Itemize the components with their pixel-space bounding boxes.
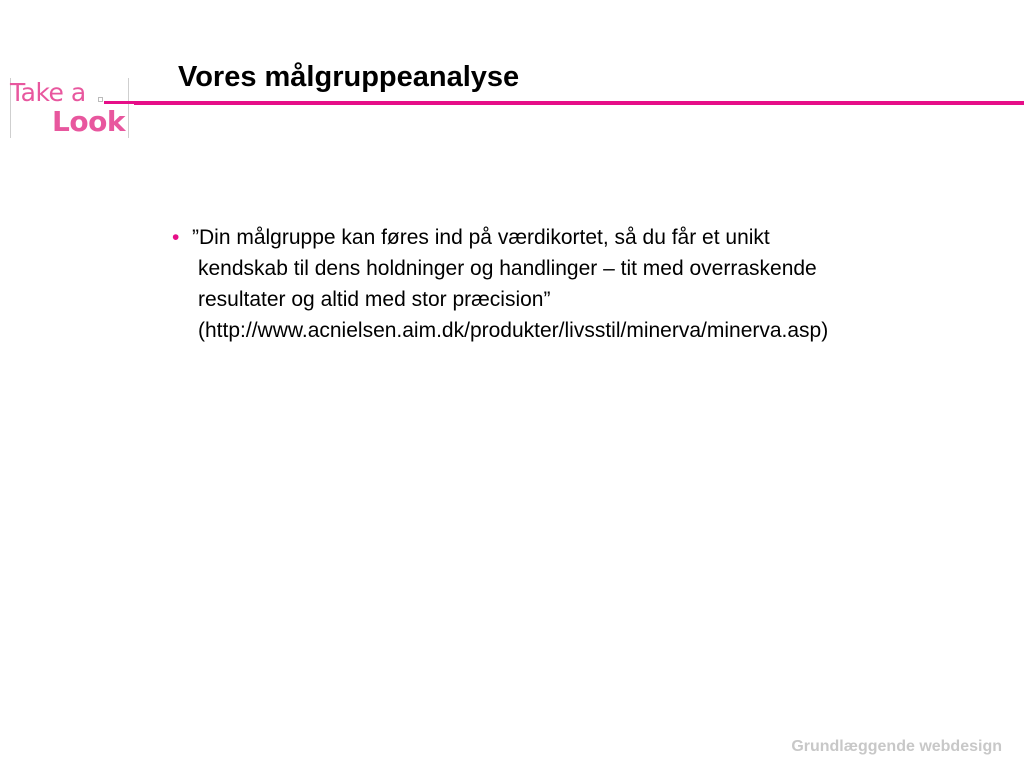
bullet-line: ”Din målgruppe kan føres ind på værdikortet, så du får et unikt xyxy=(192,226,770,249)
bullet-line: kendskab til dens holdninger og handlinger – tit med overraskende xyxy=(198,257,817,280)
bullet-text xyxy=(192,222,972,346)
bullet-line-url: (http://www.acnielsen.aim.dk/produkter/livsstil/minerva/minerva.asp) xyxy=(198,319,829,342)
logo-right-border xyxy=(128,78,129,138)
title-underline xyxy=(134,101,1024,105)
bullet-line: resultater og altid med stor præcision” xyxy=(198,288,551,311)
take-a-look-logo xyxy=(0,70,140,145)
bullet-marker: • xyxy=(172,226,180,249)
slide-title: Vores målgruppeanalyse xyxy=(178,61,520,93)
bullet-item xyxy=(172,222,972,346)
logo-dot xyxy=(98,97,103,102)
logo-text-line2: Look xyxy=(52,105,125,138)
logo-accent-line xyxy=(104,101,134,104)
logo-text-line1: Take a xyxy=(10,78,86,107)
footer-course-name: Grundlæggende webdesign xyxy=(791,738,1002,755)
